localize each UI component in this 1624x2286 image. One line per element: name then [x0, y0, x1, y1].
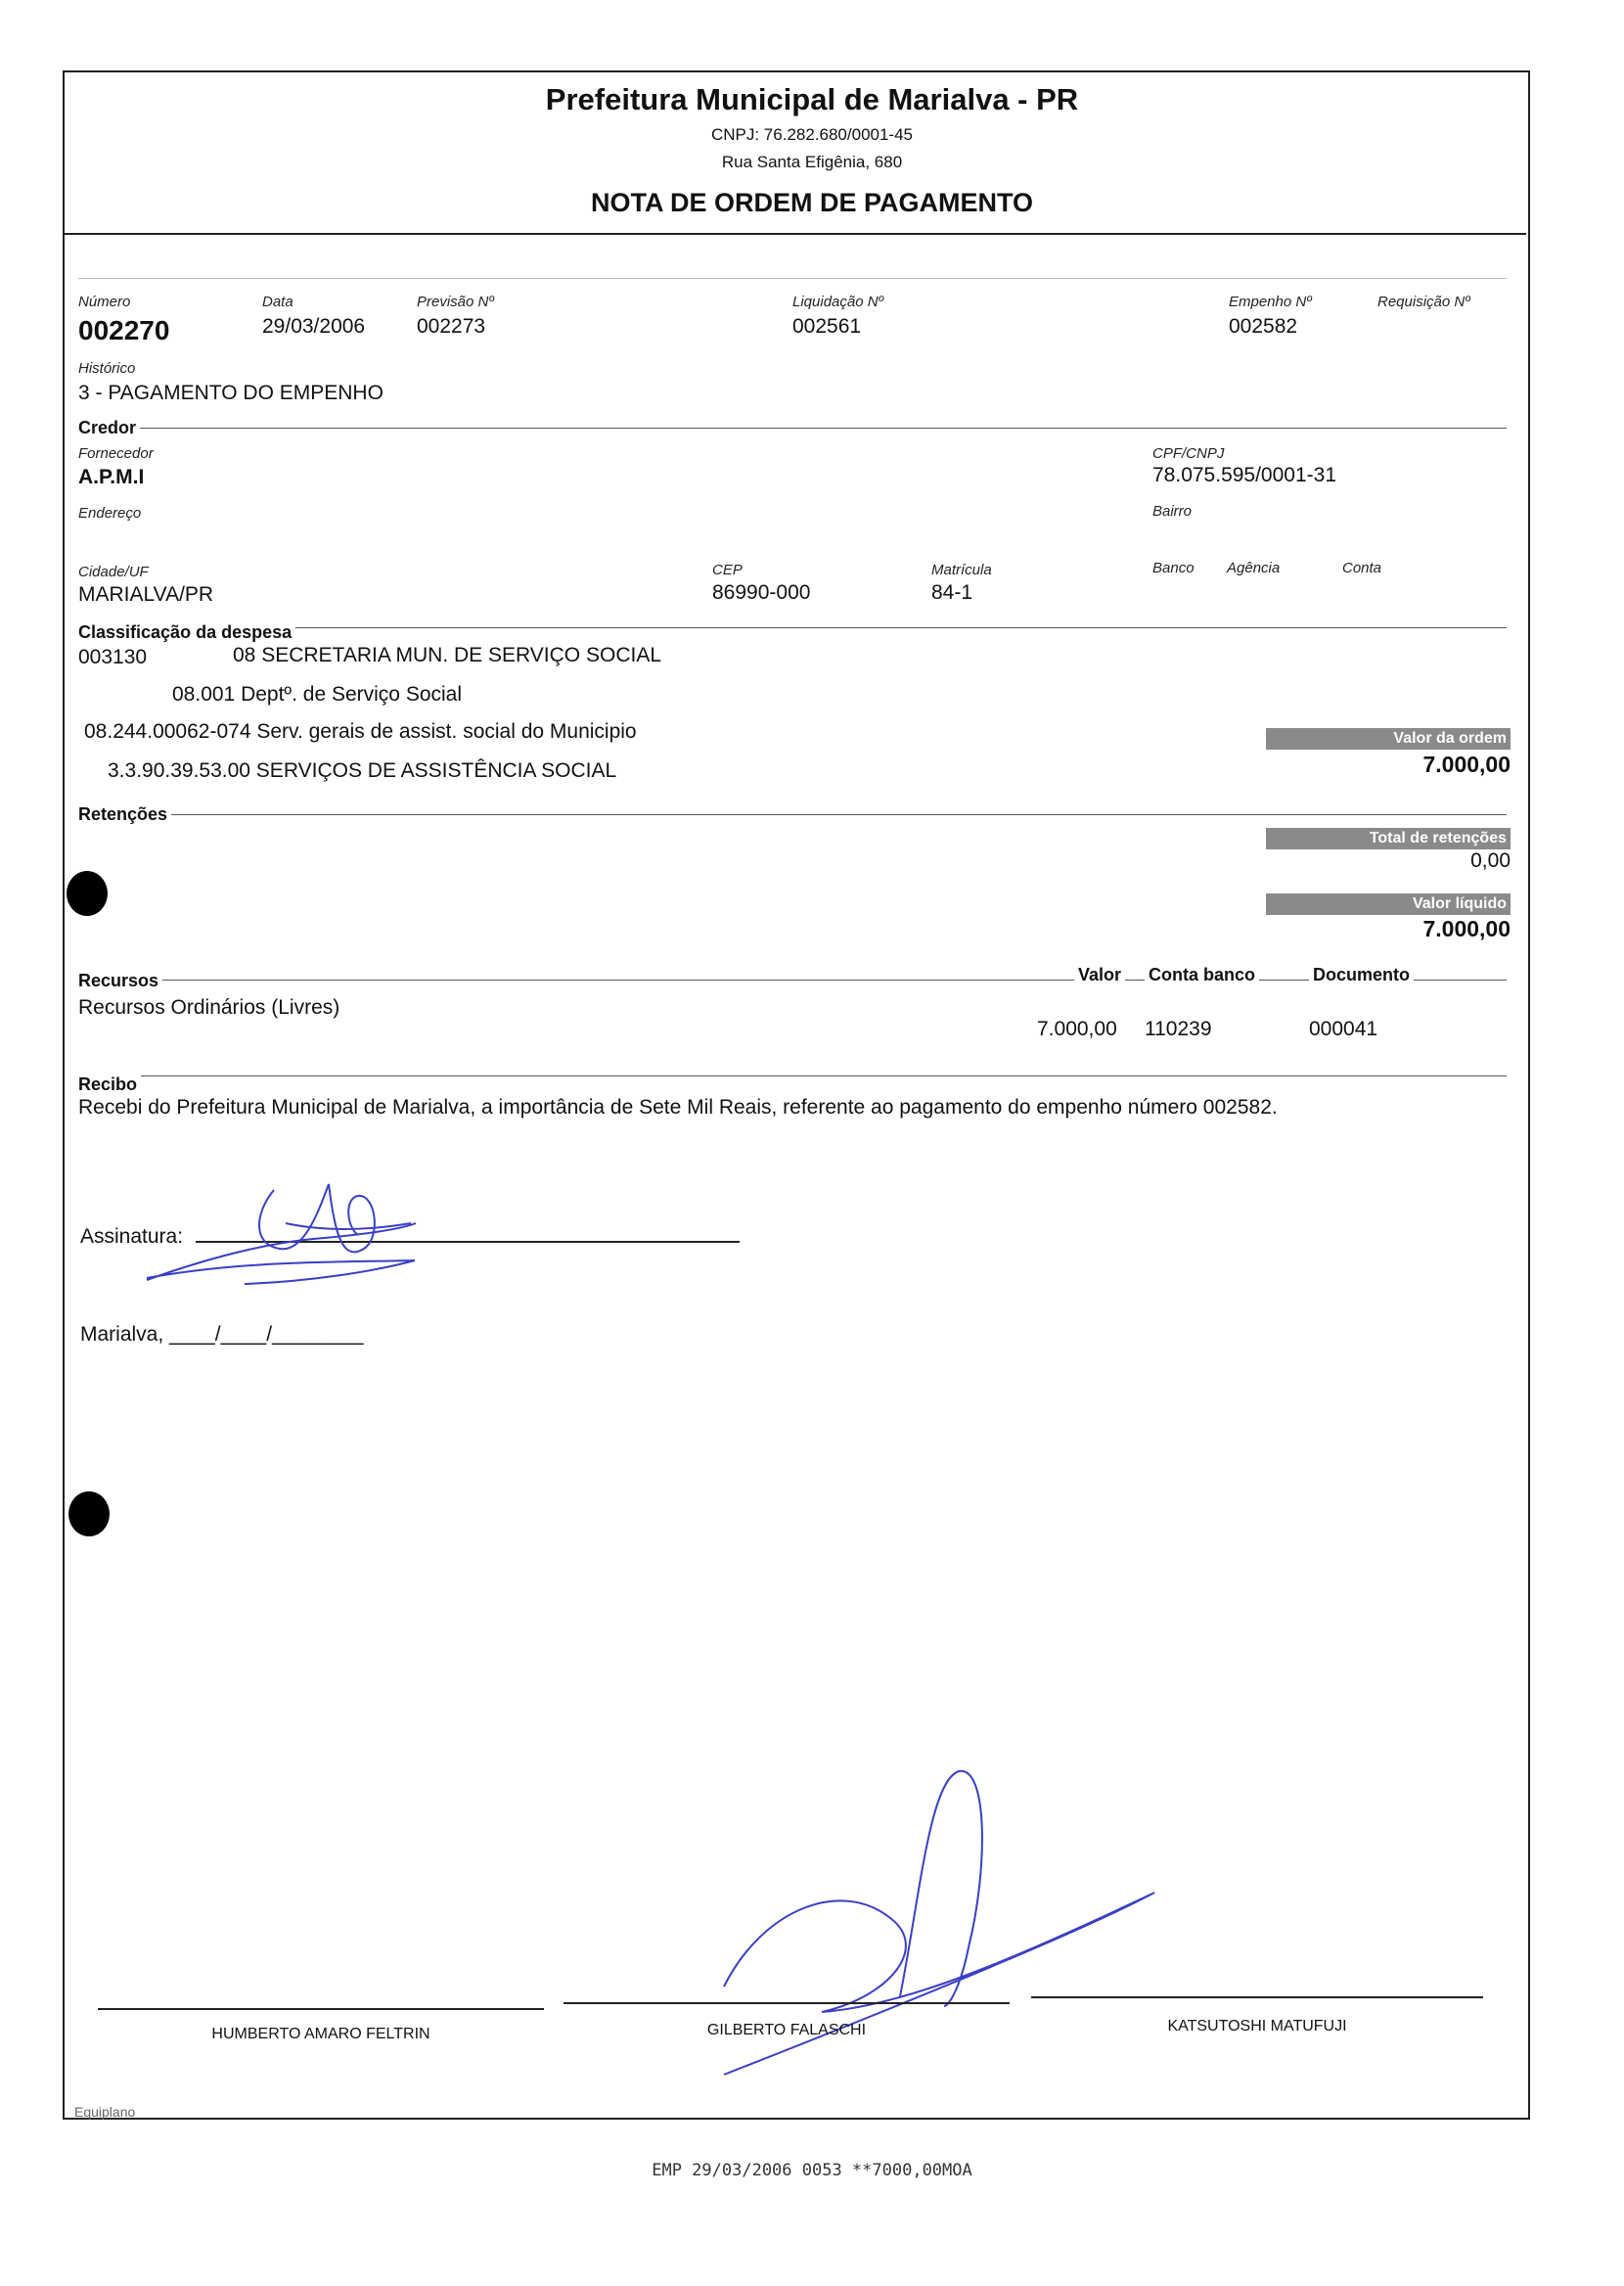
valor-ordem-label: Valor da ordem — [1266, 728, 1511, 750]
liquidacao-value: 002561 — [792, 315, 862, 338]
software-credit: Equiplano — [74, 2104, 136, 2120]
cnpj-text: CNPJ: 76.282.680/0001-45 — [710, 125, 914, 144]
total-retencoes-value: 0,00 — [1470, 849, 1511, 872]
data-label: Data — [262, 294, 293, 310]
signatory-name: HUMBERTO AMARO FELTRIN — [211, 2026, 430, 2042]
recursos-valor-label: Valor — [1074, 965, 1125, 985]
header-divider — [63, 233, 1526, 235]
classificacao-line3: 08.244.00062-074 Serv. gerais de assist. social do Municipio — [84, 720, 637, 743]
previsao-value: 002273 — [417, 315, 486, 338]
recursos-conta-banco: 110239 — [1145, 1018, 1212, 1040]
empenho-value: 002582 — [1229, 315, 1298, 338]
endereco-label: Endereço — [78, 505, 142, 522]
document-title: NOTA DE ORDEM DE PAGAMENTO — [590, 188, 1033, 217]
header-subdivider — [78, 278, 1507, 279]
recursos-line — [78, 980, 1507, 981]
classificacao-code: 003130 — [78, 646, 148, 668]
total-retencoes-label: Total de retenções — [1266, 828, 1511, 849]
recursos-section: Recursos — [78, 971, 162, 991]
recibo-signature — [137, 1155, 489, 1292]
data-value: 29/03/2006 — [262, 315, 366, 338]
recursos-descricao: Recursos Ordinários (Livres) — [78, 996, 340, 1019]
credor-section: Credor — [78, 418, 140, 438]
signatory-name: KATSUTOSHI MATUFUJI — [1167, 2018, 1347, 2035]
protocol-stamp: EMP 29/03/2006 0053 **7000,00MOA — [652, 2161, 972, 2180]
punch-hole — [68, 1491, 110, 1536]
valor-liquido-label: Valor líquido — [1266, 893, 1511, 915]
cidade-label: Cidade/UF — [78, 564, 149, 580]
bairro-label: Bairro — [1152, 503, 1193, 520]
retencoes-line — [78, 814, 1507, 815]
recibo-section: Recibo — [78, 1074, 141, 1095]
matricula-label: Matrícula — [931, 562, 992, 578]
recibo-line — [78, 1075, 1507, 1076]
credor-line — [78, 428, 1507, 429]
page-title: Prefeitura Municipal de Marialva - PR — [545, 82, 1079, 116]
classificacao-line4: 3.3.90.39.53.00 SERVIÇOS DE ASSISTÊNCIA SOCIAL — [108, 759, 617, 782]
empenho-label: Empenho Nº — [1229, 294, 1312, 310]
cpf-label: CPF/CNPJ — [1152, 445, 1225, 462]
classificacao-section: Classificação da despesa — [78, 622, 295, 643]
agencia-label: Agência — [1227, 560, 1281, 576]
signatory-line-1 — [98, 2008, 544, 2010]
liquidacao-label: Liquidação Nº — [792, 294, 884, 310]
requisicao-label: Requisição Nº — [1377, 294, 1470, 310]
fornecedor-value: A.P.M.I — [78, 466, 145, 488]
cpf-value: 78.075.595/0001-31 — [1152, 464, 1337, 486]
historico-value: 3 - PAGAMENTO DO EMPENHO — [78, 382, 383, 404]
cidade-value: MARIALVA/PR — [78, 583, 214, 606]
recursos-valor: 7.000,00 — [1037, 1018, 1117, 1040]
address-text: Rua Santa Efigênia, 680 — [721, 153, 903, 171]
classificacao-line1: 08 SECRETARIA MUN. DE SERVIÇO SOCIAL — [233, 644, 662, 666]
fornecedor-label: Fornecedor — [78, 445, 154, 462]
retencoes-section: Retenções — [78, 804, 171, 825]
valor-ordem-value: 7.000,00 — [1422, 752, 1511, 777]
valor-liquido-value: 7.000,00 — [1422, 916, 1511, 941]
numero-value: 002270 — [78, 315, 170, 345]
signatory-line-3 — [1031, 1996, 1483, 1998]
signatory-line-2 — [564, 2002, 1010, 2004]
signatory-name: GILBERTO FALASCHI — [706, 2022, 867, 2038]
cep-value: 86990-000 — [712, 581, 811, 604]
conta-label: Conta — [1342, 560, 1382, 576]
local-data: Marialva, ____/____/________ — [80, 1323, 364, 1346]
banco-label: Banco — [1152, 560, 1195, 576]
cep-label: CEP — [712, 562, 743, 578]
recursos-conta-banco-label: Conta banco — [1145, 965, 1259, 985]
recursos-documento: 000041 — [1309, 1018, 1378, 1040]
classificacao-line2: 08.001 Deptº. de Serviço Social — [172, 683, 463, 706]
numero-label: Número — [78, 294, 131, 310]
recursos-documento-label: Documento — [1309, 965, 1414, 985]
matricula-value: 84-1 — [931, 581, 973, 604]
historico-label: Histórico — [78, 360, 136, 377]
punch-hole — [67, 871, 108, 916]
recibo-text: Recebi do Prefeitura Municipal de Marialva, a importância de Sete Mil Reais, referente ao pagamento do empenho número 002582. — [78, 1096, 1278, 1119]
previsao-label: Previsão Nº — [417, 294, 494, 310]
assinatura-label: Assinatura: — [80, 1225, 184, 1248]
